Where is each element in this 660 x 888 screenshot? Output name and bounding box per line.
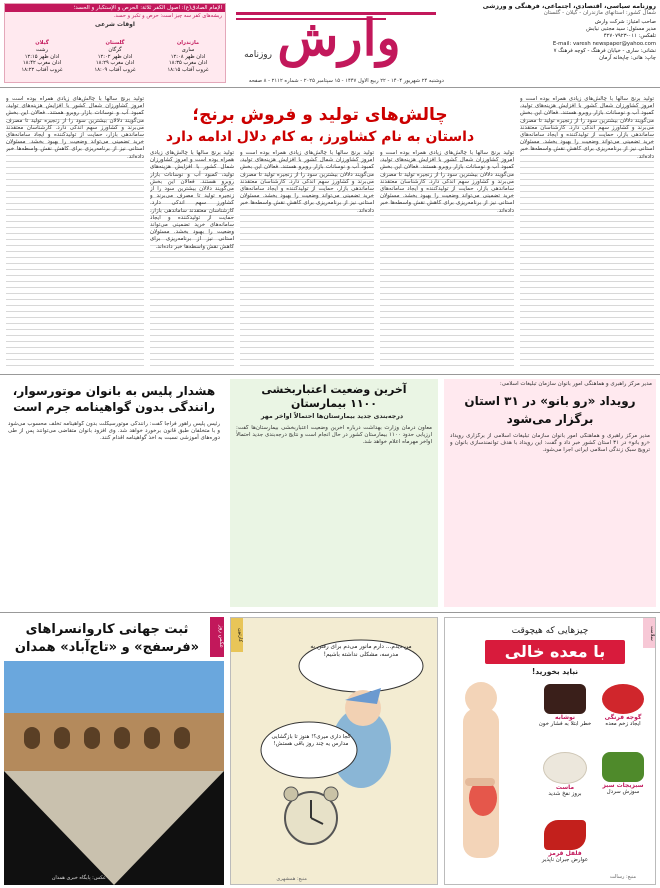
food-item-effect: بروز نفخ شدید — [548, 791, 582, 797]
food-head: چیزهایی که هیچوقت — [511, 626, 589, 636]
tomato-icon — [602, 684, 644, 714]
credit-line: مدیر مسئول: سید مجتبی نیایش — [586, 26, 656, 33]
credit-line: چاپ: هانی: چاپخانه آرمان — [599, 55, 656, 62]
about-sub: شمال کشور: استانهای مازندران - گیلان - گلستان — [543, 10, 656, 16]
hospitals-sub: درجه‌بندی جدید بیمارستان‌ها احتمالاً اواخر مهر — [260, 413, 404, 420]
masthead — [0, 0, 660, 88]
azan: اذان ظهر ۱۲:۱۵ — [24, 53, 60, 60]
food-item — [537, 752, 593, 816]
ratbano-headline-2: برگزار می‌شود — [506, 412, 594, 426]
caravan-badge: عکس روز — [210, 617, 224, 657]
story-caravan — [4, 617, 224, 885]
caravan-credit: عکس: پایگاه خبری همدان — [51, 875, 106, 881]
food-credit: منبع: رسالت — [609, 874, 637, 880]
lead-body-col: تولید برنج سالها با چالش‌های زیادی همراه بوده است و امروز کشاورزان شمال کشور با افزایش هزینه‌های تولید، کمبود آب و نوسانات بازار روبرو هستند. فعالان این بخش می‌گویند دلالان بیشترین سود را از زنجیره تولید تا مصرف می‌برند و کشاورز سهم اندکی دارد. کارشناسان معتقدند ساماندهی بازار، حمایت از تولیدکننده و ایجاد سامانه‌های خرید تضمینی می‌تواند وضعیت را بهبود بخشد. مسئولان استانی نیز از برنامه‌ریزی برای کاهش نقش واسطه‌ها خبر داده‌اند. — [150, 150, 234, 366]
caravan-headline-1: ثبت جهانی کاروانسراهای — [25, 622, 189, 637]
credit-line: تلفکس: ۰۱۱-۴۲۷۰۷۹۲۳ — [603, 33, 656, 40]
prayer-city — [82, 40, 148, 80]
azan: اذان ظهر ۱۲:۰۸ — [170, 53, 206, 60]
lead-body-col: تولید برنج سالها با چالش‌های زیادی همراه بوده است و امروز کشاورزان شمال کشور با افزایش هزینه‌های تولید، کمبود آب و نوسانات بازار روبرو هستند. فعالان این بخش می‌گویند دلالان بیشترین سود را از زنجیره تولید تا مصرف می‌برند و کشاورز سهم اندکی دارد. کارشناسان معتقدند ساماندهی بازار، حمایت از تولیدکننده و ایجاد سامانه‌های خرید تضمینی می‌تواند وضعیت را بهبود بخشد. مسئولان استانی نیز از برنامه‌ریزی برای کاهش نقش واسطه‌ها خبر داده‌اند. — [520, 96, 654, 366]
food-title: با معده خالی — [504, 642, 606, 661]
cartoon-credit: منبع: همشهری — [276, 876, 307, 882]
food-item-effect: عوارض جبران ناپذیر — [541, 857, 589, 863]
city-name: گیلان — [35, 40, 49, 46]
food-item-effect: ایجاد زخم معده — [605, 721, 641, 727]
hadith-box — [4, 3, 226, 83]
maghreb: اذان مغرب ۱۸:۳۵ — [168, 60, 208, 67]
logo-subtitle: روزنامه — [244, 50, 272, 60]
prayer-table — [9, 40, 221, 80]
lead-headline-2: داستان به نام کشاورز، به کام دلال ادامه دارد — [165, 129, 475, 145]
ratbano-headline-1: رویداد «رو بانو» در ۳۱ استان — [464, 394, 636, 408]
credit-line: E-mail: varesh newspaper@yahoo.com — [552, 40, 656, 47]
masthead-info — [448, 3, 656, 83]
food-sub: نباید بخورید! — [531, 667, 579, 676]
city-name: گلستان — [105, 40, 125, 46]
food-item-name: ماست — [555, 784, 575, 791]
food-badge: سلامت — [643, 618, 655, 648]
city-name: مازندران — [176, 40, 200, 46]
food-item — [537, 684, 593, 748]
maghreb: اذان مغرب ۱۸:۲۹ — [95, 60, 135, 67]
city-sub: ساری — [181, 46, 195, 53]
middle-row — [0, 374, 660, 610]
logo — [232, 4, 442, 74]
city-sub: رشت — [36, 46, 48, 53]
lead-body-col: تولید برنج سالها با چالش‌های زیادی همراه بوده است و امروز کشاورزان شمال کشور با افزایش هزینه‌های تولید، کمبود آب و نوسانات بازار روبرو هستند. فعالان این بخش می‌گویند دلالان بیشترین سود را از زنجیره تولید تا مصرف می‌برند و کشاورز سهم اندکی دارد. کارشناسان معتقدند ساماندهی بازار، حمایت از تولیدکننده و ایجاد سامانه‌های خرید تضمینی می‌تواند وضعیت را بهبود بخشد. مسئولان استانی نیز از برنامه‌ریزی برای کاهش نقش واسطه‌ها خبر داده‌اند. — [6, 96, 144, 366]
story-ratbano — [444, 379, 656, 607]
logo-text: وارش — [277, 8, 401, 67]
food-item-name: فلفل قرمز — [548, 850, 582, 857]
ratbano-kicker: مدیر مرکز راهبری و هماهنگی امور بانوان سازمان تبلیغات اسلامی: — [499, 381, 652, 387]
story-police — [4, 379, 224, 607]
food-item — [537, 820, 593, 880]
hospitals-headline-1: آخرین وضعیت اعتباربخشی — [261, 383, 407, 396]
yogurt-icon — [543, 752, 587, 784]
hadith-ar: الإمام الصادق(ع): اصول الکفر ثلاثة: الحرص و الإستکبار و الحسد؛ — [5, 4, 225, 12]
prayer-city — [155, 40, 221, 80]
credit-line: نشانی: ساری - خیابان فرهنگ - کوچه فرهنگ ۷ — [553, 47, 656, 54]
sunset: غروب آفتاب ۱۸:۲۲ — [21, 67, 63, 74]
lead-body-col: تولید برنج سالها با چالش‌های زیادی همراه بوده است و امروز کشاورزان شمال کشور با افزایش هزینه‌های تولید، کمبود آب و نوسانات بازار روبرو هستند. فعالان این بخش می‌گویند دلالان بیشترین سود را از زنجیره تولید تا مصرف می‌برند و کشاورز سهم اندکی دارد. کارشناسان معتقدند ساماندهی بازار، حمایت از تولیدکننده و ایجاد سامانه‌های خرید تضمینی می‌تواند وضعیت را بهبود بخشد. مسئولان استانی نیز از برنامه‌ریزی برای کاهش نقش واسطه‌ها خبر داده‌اند. — [380, 150, 514, 366]
lead-body-col: تولید برنج سالها با چالش‌های زیادی همراه بوده است و امروز کشاورزان شمال کشور با افزایش هزینه‌های تولید، کمبود آب و نوسانات بازار روبرو هستند. فعالان این بخش می‌گویند دلالان بیشترین سود را از زنجیره تولید تا مصرف می‌برند و کشاورز سهم اندکی دارد. کارشناسان معتقدند ساماندهی بازار، حمایت از تولیدکننده و ایجاد سامانه‌های خرید تضمینی می‌تواند وضعیت را بهبود بخشد. مسئولان استانی نیز از برنامه‌ریزی برای کاهش نقش واسطه‌ها خبر داده‌اند. — [240, 150, 374, 366]
credit-line: صاحب امتیاز: شرکت وارش — [594, 19, 656, 25]
cartoon-speech-1: من دیدم... دارم مانور می‌دم برای رفتن به مدرسه، مشکلی نداشته باشیم! — [310, 644, 412, 658]
food-item-effect: خطر ابتلا به فشار خون — [538, 721, 592, 727]
food-item — [595, 752, 651, 816]
city-sub: گرگان — [108, 46, 122, 53]
caravan-headline-2: «فرسفج» و «تاج‌آباد» همدان — [14, 640, 200, 655]
green-vegetables-icon — [602, 752, 644, 782]
stomach-ache-illustration — [451, 678, 511, 878]
lead-section — [0, 90, 660, 372]
hadith-fa: ریشه‌های کفر سه چیز است: حرص و تکبر و حسد. — [113, 13, 222, 19]
prayer-city — [9, 40, 75, 80]
about-title: روزنامه سیاسی، اقتصادی، اجتماعی، فرهنگی و ورزشی — [482, 3, 656, 10]
police-body: رئیس پلیس راهور فراجا گفت: رانندگی موتورسیکلت بدون گواهینامه تخلف محسوب می‌شود و با متخلفان طبق قانون برخورد خواهد شد. وی افزود بانوان متقاضی می‌توانند پس از طی دوره‌های آموزشی نسبت به اخذ گواهینامه اقدام کنند. — [8, 421, 220, 442]
date-line: دوشنبه ۲۴ شهریور ۱۴۰۴ - ۲۲ ربیع الاول ۱۴۴۷ - ۱۵ سپتامبر ۲۰۲۵ - شماره ۲۱۱۲ - ۸ صفحه — [248, 78, 444, 84]
prayer-title: اوقات شرعی — [95, 21, 135, 28]
soda-icon — [544, 684, 586, 714]
cartoon-badge: کارتون — [231, 618, 243, 652]
ratbano-body: مدیر مرکز راهبری و هماهنگی امور بانوان سازمان تبلیغات اسلامی از برگزاری رویداد «رو بانو» در ۳۱ استان کشور خبر داد و گفت: این رویداد با هدف توانمندسازی بانوان و ترویج سبک زندگی اسلامی ایرانی اجرا می‌شود. — [450, 433, 650, 454]
lead-headline-1: چالش‌های تولید و فروش برنج؛ — [192, 105, 448, 125]
azan: اذان ظهر ۱۲:۰۲ — [97, 53, 133, 60]
cartoon-speech-2: کجا داری میری؟! هنوز تا بازگشایی مدارس یه چند روز باقی هستش! — [271, 734, 351, 747]
cartoon-panel — [230, 617, 438, 885]
sunset: غروب آفتاب ۱۸:۰۹ — [94, 67, 136, 74]
food-item-effect: سوزش سردل — [606, 789, 640, 795]
caravanserai-photo — [4, 661, 224, 885]
bottom-row — [0, 612, 660, 888]
sunset: غروب آفتاب ۱۸:۱۵ — [167, 67, 209, 74]
red-pepper-icon — [544, 820, 586, 850]
police-headline-1: هشدار پلیس به بانوان موتورسوار، — [12, 384, 216, 398]
food-item-name: سبزیجات سبز — [602, 782, 644, 789]
hospitals-headline-2: ۱۱۰۰ بیمارستان — [291, 397, 377, 410]
food-item-name: گوجه فرنگی — [604, 714, 642, 721]
cartoon-illustration — [251, 638, 431, 874]
police-headline-2: رانندگی بدون گواهینامه جرم است — [13, 400, 215, 414]
maghreb: اذان مغرب ۱۸:۴۲ — [22, 60, 62, 67]
food-item — [595, 684, 651, 748]
hospitals-body: معاون درمان وزارت بهداشت درباره آخرین وضعیت اعتباربخشی بیمارستان‌ها گفت: ارزیابی حدود ۱۱۰۰ بیمارستان کشور در حال انجام است و نتایج درجه‌بندی جدید احتمالاً اواخر مهرماه اعلام خواهد شد. — [236, 425, 432, 446]
food-item-name: نوشابه — [554, 714, 576, 721]
story-hospitals — [230, 379, 438, 607]
food-infographic — [444, 617, 656, 885]
